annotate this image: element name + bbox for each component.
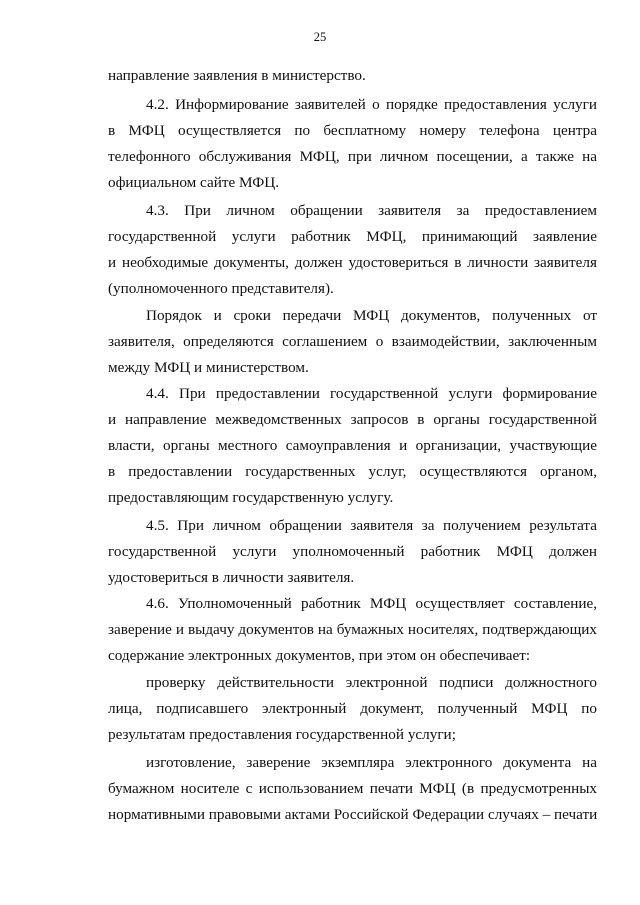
text-line: нормативными правовыми актами Российской Федерации случаях – печати <box>108 806 598 823</box>
text-line: бумажном носителе с использованием печати МФЦ (в предусмотренных <box>108 780 597 797</box>
text-line: государственной услуги работник МФЦ, принимающий заявление <box>108 228 597 245</box>
paragraph-make-start: изготовление, заверение экземпляра электронного документа на <box>146 754 597 771</box>
text-line: предоставляющим государственную услугу. <box>108 489 394 506</box>
text-line: телефонного обслуживания МФЦ, при личном посещении, а также на <box>108 148 597 165</box>
text-line: (уполномоченного представителя). <box>108 280 334 297</box>
text-line: заявителя, определяются соглашением о взаимодействии, заключенным <box>108 333 597 350</box>
paragraph-4-2-start: 4.2. Информирование заявителей о порядке предоставления услуги <box>146 96 597 113</box>
text-line: заверение и выдачу документов на бумажных носителях, подтверждающих <box>108 621 597 638</box>
text-line: удостовериться в личности заявителя. <box>108 569 355 586</box>
paragraph-4-3-start: 4.3. При личном обращении заявителя за предоставлением <box>146 202 597 219</box>
text-line: между МФЦ и министерством. <box>108 359 309 376</box>
paragraph-4-5-start: 4.5. При личном обращении заявителя за получением результата <box>146 517 597 534</box>
paragraph-4-4-start: 4.4. При предоставлении государственной услуги формирование <box>146 385 597 402</box>
text-line: официальном сайте МФЦ. <box>108 174 280 191</box>
text-line: в предоставлении государственных услуг, осуществляются органом, <box>108 463 597 480</box>
text-line: результатам предоставления государственной услуги; <box>108 726 456 743</box>
text-line: и направление межведомственных запросов в органы государственной <box>108 411 597 428</box>
text-line: направление заявления в министерство. <box>108 67 366 84</box>
paragraph-transfer-start: Порядок и сроки передачи МФЦ документов, полученных от <box>146 307 597 324</box>
paragraph-check-start: проверку действительности электронной подписи должностного <box>146 674 597 691</box>
text-line: власти, органы местного самоуправления и организации, участвующие <box>108 437 597 454</box>
text-line: государственной услуги уполномоченный работник МФЦ должен <box>108 543 597 560</box>
paragraph-4-6-start: 4.6. Уполномоченный работник МФЦ осуществляет составление, <box>146 595 597 612</box>
text-line: содержание электронных документов, при этом он обеспечивает: <box>108 647 531 664</box>
text-line: лица, подписавшего электронный документ, полученный МФЦ по <box>108 700 597 717</box>
page-number: 25 <box>313 30 327 44</box>
text-line: и необходимые документы, должен удостовериться в личности заявителя <box>108 254 597 271</box>
text-line: в МФЦ осуществляется по бесплатному номеру телефона центра <box>108 122 597 139</box>
